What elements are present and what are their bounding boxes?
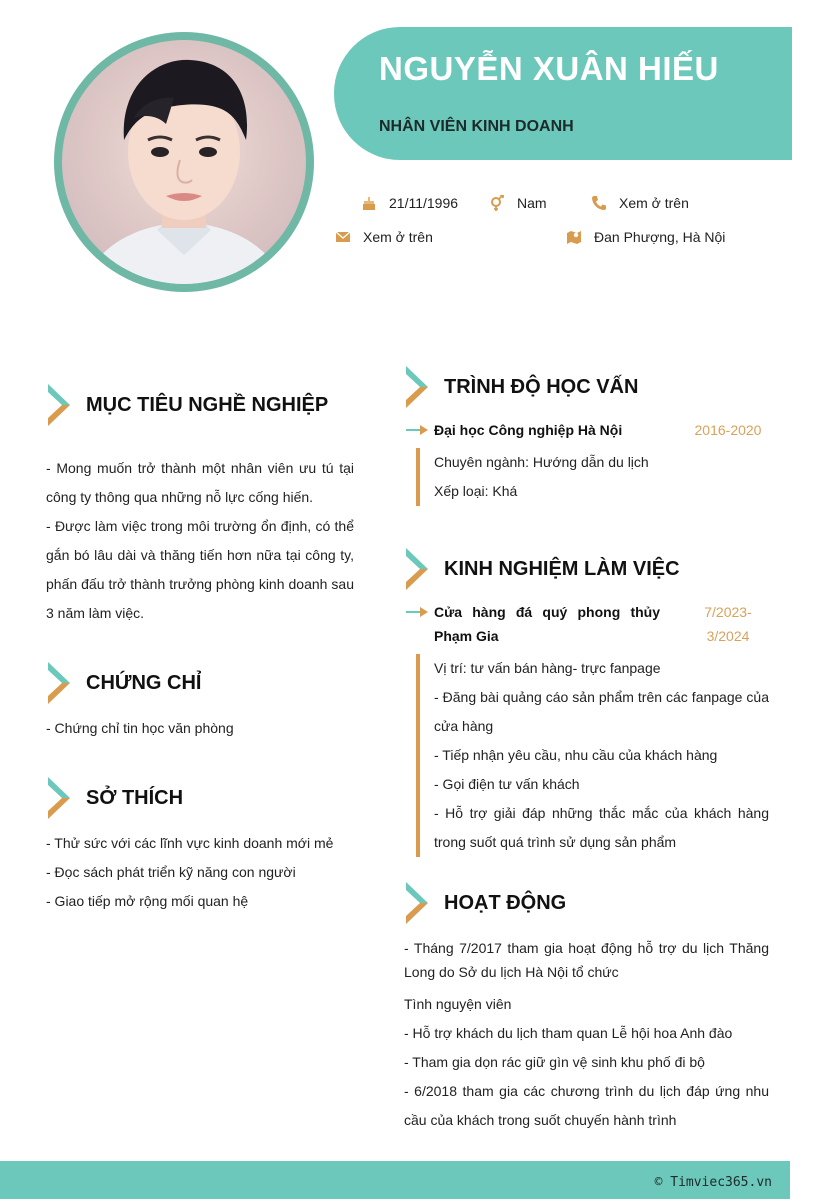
hobbies-header [46,777,183,819]
experience-header [404,548,680,590]
candidate-name: NGUYỄN XUÂN HIẾU [379,50,719,87]
portrait-illustration [62,40,306,284]
activity-line: - Tham gia dọn rác giữ gìn vệ sinh khu phố đi bộ [404,1054,705,1070]
chevron-icon [46,777,72,819]
career-goal-title: MỤC TIÊU NGHỀ NGHIỆP [86,393,329,416]
experience-date: 7/2023-3/2024 [704,604,752,644]
phone-icon [591,195,607,211]
education-details [434,448,769,506]
gender-info [489,195,547,211]
activity-line: - 6/2018 tham gia các chương trình du lịch đáp ứng nhu cầu của khách trong suốt chuyến hành trình [404,1083,769,1128]
education-date: 2016-2020 [694,422,762,438]
activities-title: HOẠT ĐỘNG [444,891,567,914]
chevron-icon [46,662,72,704]
footer-bar [0,1161,790,1199]
certificates-title: CHỨNG CHỈ [86,671,202,694]
hobby-line: - Đọc sách phát triển kỹ năng con người [46,864,296,880]
phone-info [591,195,689,211]
certificates-header [46,662,201,704]
education-header [404,366,638,408]
gender-value: Nam [517,195,547,211]
education-line: Chuyên ngành: Hướng dẫn du lịch [434,454,649,470]
footer-watermark: © Timviec365.vn [654,1175,772,1190]
activity-line: Tình nguyện viên [404,996,512,1012]
address-value: Đan Phượng, Hà Nội [594,229,726,245]
profile-photo [62,40,306,284]
address-info [566,229,725,245]
chevron-icon [404,366,430,408]
education-title: TRÌNH ĐỘ HỌC VẤN [444,375,639,398]
hobby-line: - Thử sức với các lĩnh vực kinh doanh mới mẻ [46,835,334,851]
map-marker-icon [566,229,582,245]
avatar [54,32,314,292]
experience-title: KINH NGHIỆM LÀM VIỆC [444,557,680,580]
chevron-icon [46,384,72,426]
hobbies-title: SỞ THÍCH [86,786,184,809]
experience-line: - Đăng bài quảng cáo sản phẩm trên các fanpage của cửa hàng [434,689,769,734]
activities-text [404,936,769,1135]
candidate-role: NHÂN VIÊN KINH DOANH [379,118,574,135]
hobby-line: - Giao tiếp mở rộng mối quan hệ [46,893,249,909]
certificate-line: - Chứng chỉ tin học văn phòng [46,720,234,736]
envelope-icon [335,229,351,245]
career-goal-line: - Mong muốn trở thành một nhân viên ưu tú tại công ty thông qua những nỗ lực cống hiến. [46,460,354,505]
education-bar [416,448,420,506]
experience-company: Cửa hàng đá quý phong thủy Phạm Gia [434,604,660,644]
arrow-right-icon [406,607,428,617]
career-goal-line: - Được làm việc trong môi trường ổn định, có thể gắn bó lâu dài và thăng tiến hơn nữa tại công ty, phấn đấu trở thành trưởng phòng kinh doanh sau 3 năm làm việc. [46,518,354,621]
experience-line: - Hỗ trợ giải đáp những thắc mắc của khách hàng trong suốt quá trình sử dụng sản phẩm [434,805,769,850]
career-goal-header [46,384,328,426]
education-school: Đại học Công nghiệp Hà Nội [434,422,623,438]
experience-details [434,654,769,857]
career-goal-text [46,454,354,628]
phone-value: Xem ở trên [619,195,689,211]
activities-header [404,882,566,924]
birthday-value: 21/11/1996 [389,195,459,211]
chevron-icon [404,882,430,924]
certificates-text [46,714,354,743]
gender-icon [489,195,505,211]
education-line: Xếp loại: Khá [434,483,518,499]
header-banner [334,27,792,160]
experience-line: - Gọi điện tư vấn khách [434,776,580,792]
activity-line: - Hỗ trợ khách du lịch tham quan Lễ hội hoa Anh đào [404,1025,733,1041]
arrow-right-icon [406,425,428,435]
email-info [335,229,433,245]
birthday-info [361,195,458,211]
email-value: Xem ở trên [363,229,433,245]
experience-line: Vị trí: tư vấn bán hàng- trực fanpage [434,660,661,676]
hobbies-text [46,829,354,916]
activity-line: - Tháng 7/2017 tham gia hoạt động hỗ trợ du lịch Thăng Long do Sở du lịch Hà Nội tổ chức [404,940,769,980]
experience-line: - Tiếp nhận yêu cầu, nhu cầu của khách hàng [434,747,718,763]
cake-icon [361,195,377,211]
chevron-icon [404,548,430,590]
experience-bar [416,654,420,857]
